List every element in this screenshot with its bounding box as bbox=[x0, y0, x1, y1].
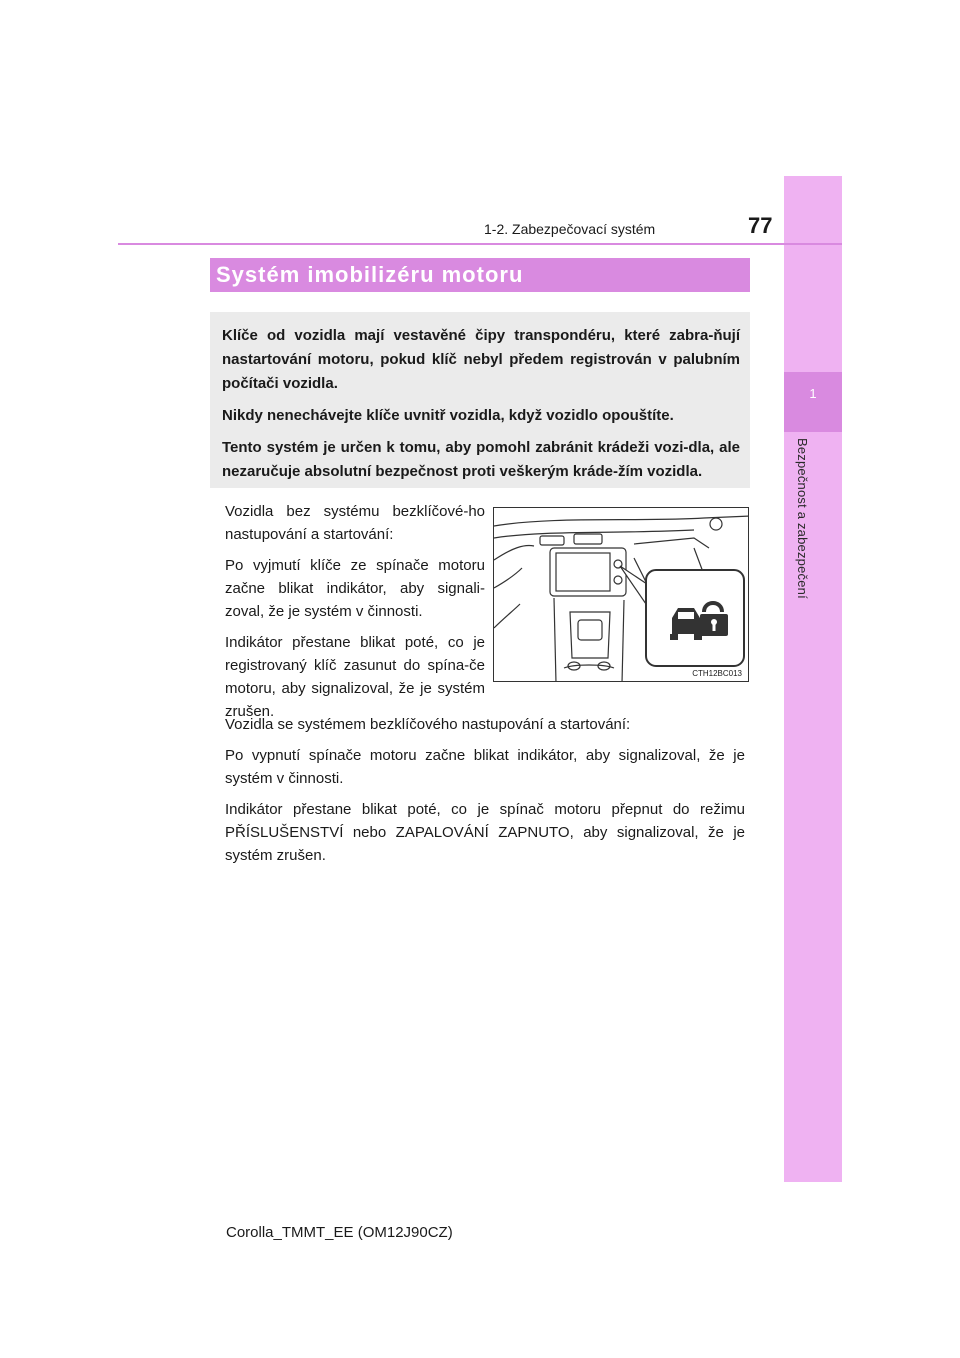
figure-code: CTH12BC013 bbox=[692, 669, 742, 678]
body-paragraph: Vozidla bez systému bezklíčové-ho nastupování a startování: bbox=[225, 503, 485, 543]
body-left-column bbox=[225, 500, 485, 731]
chapter-tab-active bbox=[784, 372, 842, 432]
body-paragraph: Po vyjmutí klíče ze spínače motoru začne blikat indikátor, aby signali-zoval, že je systém v činnosti. bbox=[225, 557, 485, 620]
intro-paragraph: Nikdy nenechávejte klíče uvnitř vozidla, když vozidlo opouštíte. bbox=[222, 407, 674, 424]
body-paragraph: Indikátor přestane blikat poté, co je registrovaný klíč zasunut do spína-če motoru, aby signalizoval, že je systém zrušen. bbox=[225, 634, 485, 720]
intro-paragraph: Klíče od vozidla mají vestavěné čipy transpondéru, které zabra-ňují nastartování motoru, pokud klíč nebyl předem registrován v palubním počítači vozidla. bbox=[222, 327, 740, 392]
chapter-title: Bezpečnost a zabezpečení bbox=[795, 438, 810, 599]
section-title-bar bbox=[210, 258, 750, 292]
chapter-sidebar bbox=[784, 176, 842, 1182]
footer-model-code: Corolla_TMMT_EE (OM12J90CZ) bbox=[226, 1224, 453, 1241]
dashboard-figure bbox=[493, 507, 749, 682]
section-label: 1-2. Zabezpečovací systém bbox=[484, 221, 656, 237]
chapter-number: 1 bbox=[809, 386, 817, 401]
body-full-width bbox=[225, 713, 745, 875]
page-number: 77 bbox=[748, 213, 773, 238]
body-paragraph: Po vypnutí spínače motoru začne blikat indikátor, aby signalizoval, že je systém v činnosti. bbox=[225, 747, 745, 787]
intro-box bbox=[210, 312, 750, 488]
section-title: Systém imobilizéru motoru bbox=[216, 262, 524, 287]
header-divider bbox=[118, 243, 842, 245]
intro-paragraph: Tento systém je určen k tomu, aby pomohl zabránit krádeži vozi-dla, ale nezaručuje absolutní bezpečnost proti veškerým kráde-žím vozidla. bbox=[222, 439, 740, 480]
body-paragraph: Indikátor přestane blikat poté, co je spínač motoru přepnut do režimu PŘÍSLUŠENSTVÍ nebo ZAPALOVÁNÍ ZAPNUTO, aby signalizoval, že je systém zrušen. bbox=[225, 801, 745, 864]
body-paragraph: Vozidla se systémem bezklíčového nastupování a startování: bbox=[225, 716, 631, 733]
dashboard-illustration bbox=[494, 508, 749, 682]
